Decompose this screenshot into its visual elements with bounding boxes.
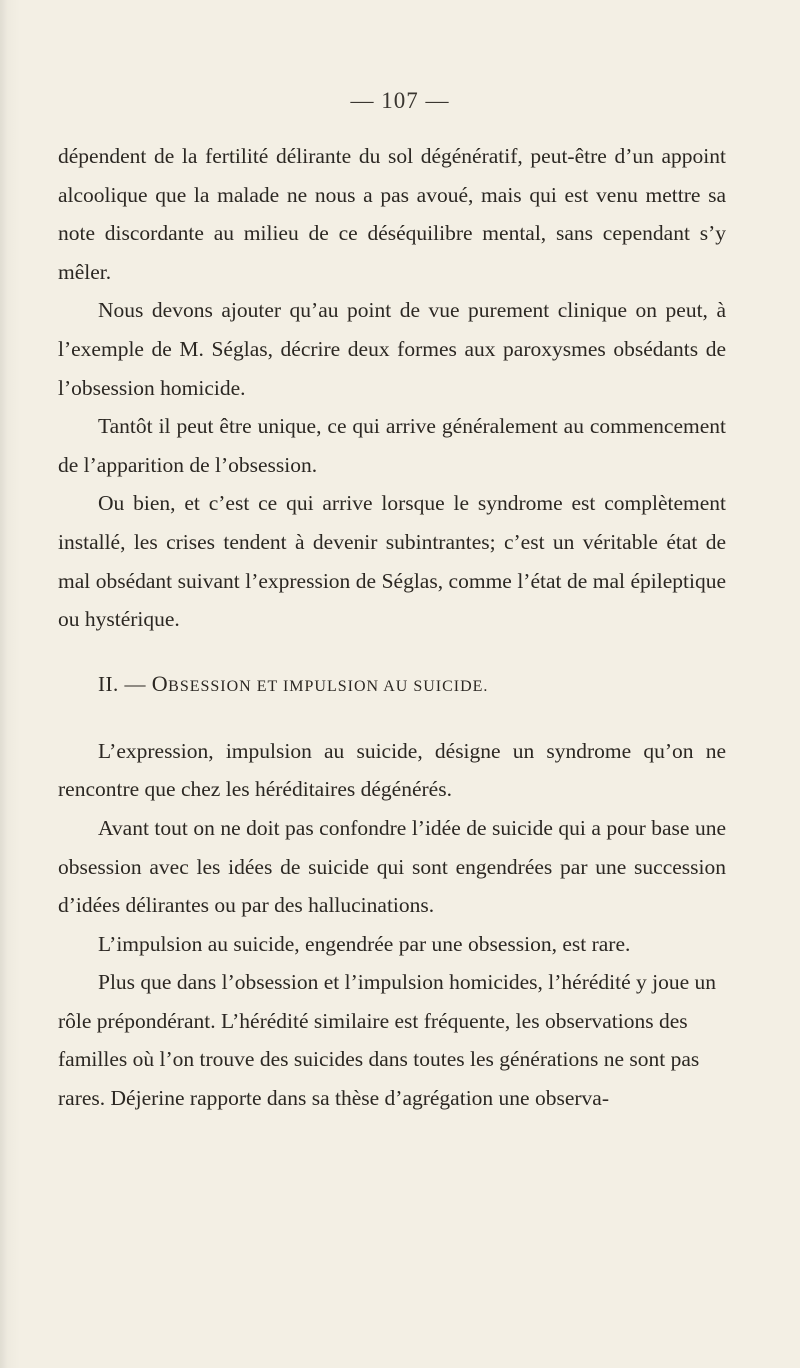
body-text <box>58 137 726 1118</box>
paragraph-definition: L’expression, impulsion au suicide, désigne un syndrome qu’on ne rencontre que chez les héréditaires dégénérés. <box>58 738 726 802</box>
paragraph-distinction: Avant tout on ne doit pas confondre l’idée de suicide qui a pour base une obsession avec les idées de suicide qui sont engendrées par une succession d’idées délirantes ou par des hallucinations. <box>58 815 726 918</box>
section-heading <box>58 665 726 706</box>
paragraph-rarity: L’impulsion au suicide, engendrée par une obsession, est rare. <box>98 931 631 956</box>
paragraph-continuation: dépendent de la fertilité délirante du sol dégénératif, peut-être d’un appoint alcoolique que la malade ne nous a pas avoué, mais qui est venu mettre sa note discordante au milieu de ce déséquilibre mental, sans cependant s’y mêler. <box>58 144 726 284</box>
paragraph-subintrant-form: Ou bien, et c’est ce qui arrive lorsque le syndrome est complètement installé, les crises tendent à devenir subintrantes; c’est un véritable état de mal obsédant suivant l’expression de Séglas, comme l’état de mal épileptique ou hystérique. <box>58 491 726 632</box>
page-number: — 107 — <box>350 88 450 113</box>
paragraph-unique-form: Tantôt il peut être unique, ce qui arrive généralement au commencement de l’apparition de l’obsession. <box>58 414 726 477</box>
section-title-initial: O <box>151 670 169 696</box>
section-numeral: II. <box>98 671 119 696</box>
paragraph-heredity: Plus que dans l’obsession et l’impulsion homicides, l’hérédité y joue un rôle prépondérant. L’hérédité similaire est fréquente, les observations des familles où l’on trouve des suicides dans toutes les générations ne sont pas rares. Déjerine rapporte dans sa thèse d’agrégation une observa- <box>58 970 717 1111</box>
section-dash: — <box>124 671 146 696</box>
paragraph-clinical-forms: Nous devons ajouter qu’au point de vue purement clinique on peut, à l’exemple de M. Séglas, décrire deux formes aux paroxysmes obsédants de l’obsession homicide. <box>58 298 726 400</box>
section-title: BSESSION ET IMPULSION AU SUICIDE. <box>168 677 489 695</box>
